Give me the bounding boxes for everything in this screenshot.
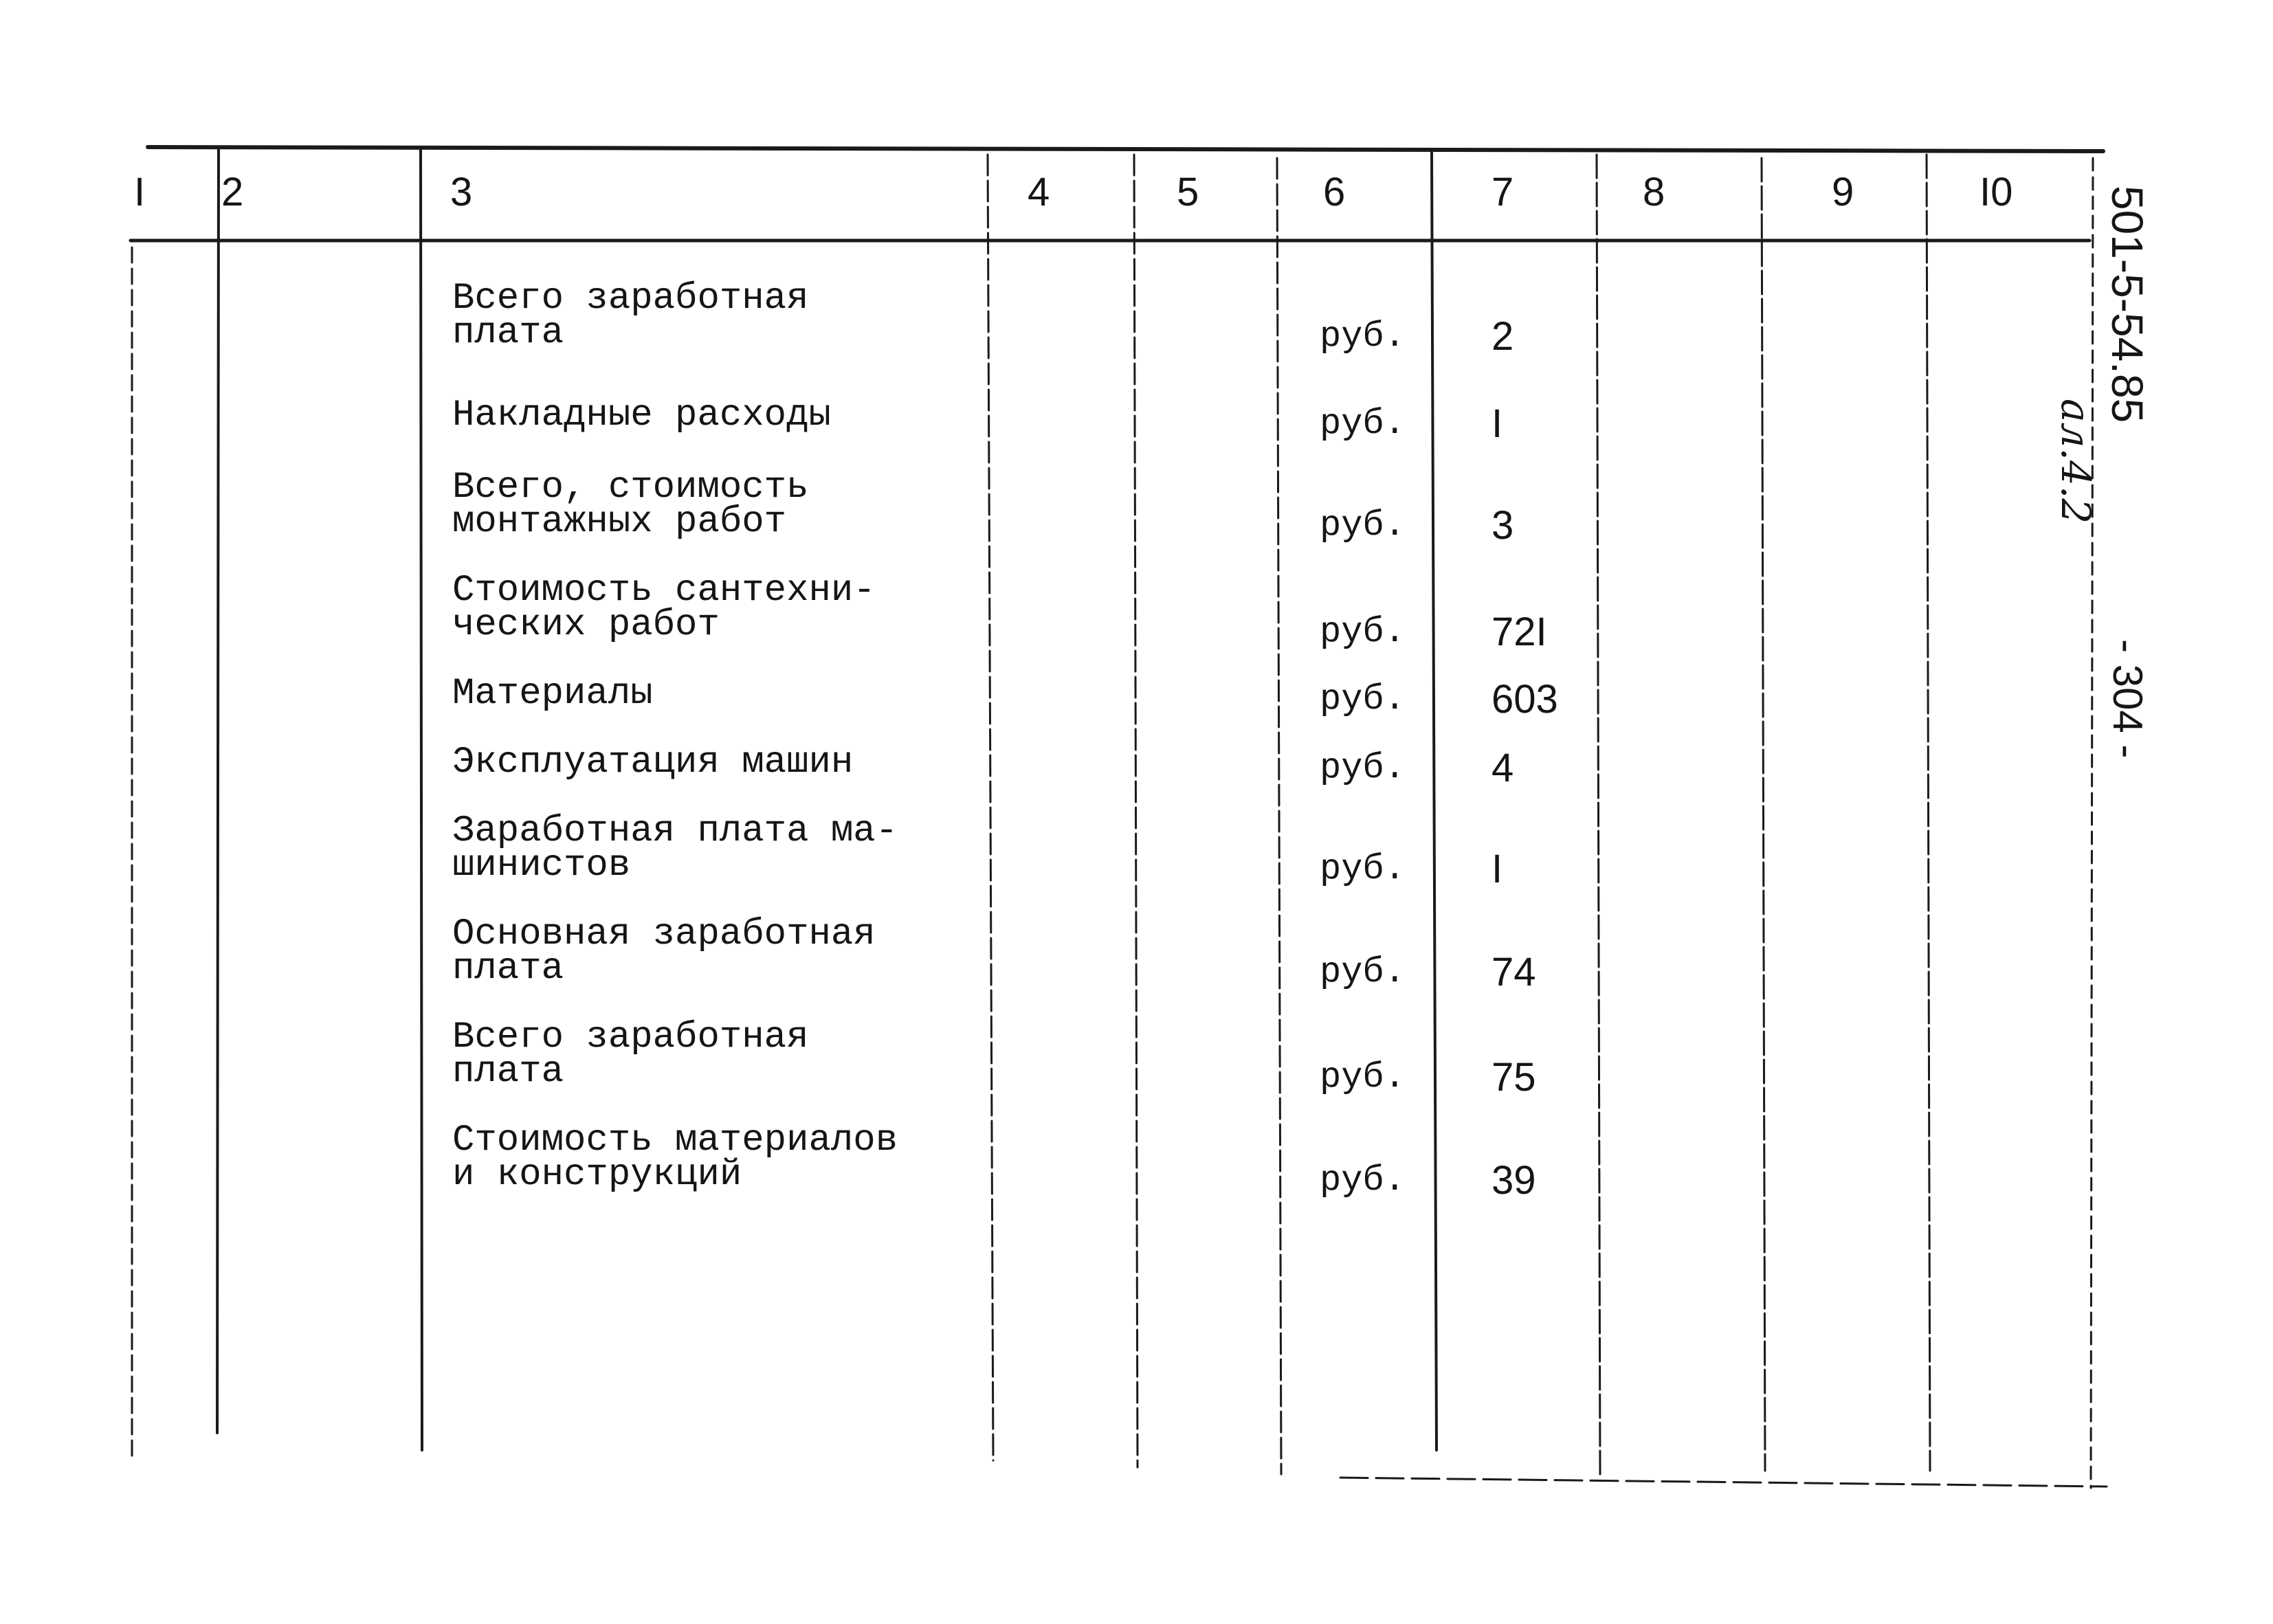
col-line-10 <box>2091 158 2093 1488</box>
table-bottom-rule <box>1340 1478 2107 1487</box>
row-5-value: 603 <box>1492 677 1558 722</box>
header-col-1: I <box>134 170 146 214</box>
row-3-description: Всего, стоимость монтажных работ <box>452 467 809 543</box>
row-8-value: 74 <box>1492 950 1536 994</box>
col-line-1 <box>217 148 219 1433</box>
row-3-value: 3 <box>1492 503 1514 548</box>
row-4-unit: руб. <box>1320 612 1406 652</box>
row-8-unit: руб. <box>1320 952 1406 992</box>
col-line-7 <box>1597 155 1600 1478</box>
row-2-description: Накладные расходы <box>452 394 831 436</box>
col-line-4 <box>1134 155 1138 1467</box>
row-6-unit: руб. <box>1320 748 1406 788</box>
row-10-value: 39 <box>1492 1158 1536 1203</box>
row-9-value: 75 <box>1492 1055 1536 1100</box>
header-col-3: 3 <box>450 170 473 214</box>
col-line-6 <box>1432 151 1437 1450</box>
col-line-9 <box>1927 155 1930 1471</box>
table-top-rule <box>148 147 2103 151</box>
document-code: 501-5-54.85 <box>2103 186 2152 423</box>
header-col-7: 7 <box>1492 170 1514 214</box>
header-col-4: 4 <box>1028 170 1050 214</box>
row-6-value: 4 <box>1492 746 1514 790</box>
header-col-2: 2 <box>221 170 244 214</box>
row-6-description: Эксплуатация машин <box>452 742 854 783</box>
row-9-description: Всего заработная плата <box>452 1016 809 1093</box>
row-8-description: Основная заработная плата <box>452 913 876 990</box>
row-5-unit: руб. <box>1320 679 1406 720</box>
row-1-description: Всего заработная плата <box>452 278 809 354</box>
row-3-unit: руб. <box>1320 505 1406 546</box>
row-4-value: 72I <box>1492 610 1547 654</box>
row-7-description: Заработная плата ма- шинистов <box>452 810 898 887</box>
header-col-10: I0 <box>1980 170 2013 214</box>
row-7-unit: руб. <box>1320 849 1406 889</box>
header-col-9: 9 <box>1832 170 1854 214</box>
row-4-description: Стоимость сантехни- ческих работ <box>452 570 876 646</box>
row-1-unit: руб. <box>1320 316 1406 357</box>
album-reference: ал.4.2 <box>2052 399 2099 524</box>
header-col-6: 6 <box>1323 170 1346 214</box>
col-line-3 <box>988 155 993 1460</box>
page-number: - 304 - <box>2105 639 2151 759</box>
row-2-value: I <box>1492 401 1503 446</box>
row-1-value: 2 <box>1492 314 1514 359</box>
row-7-value: I <box>1492 847 1503 891</box>
row-10-unit: руб. <box>1320 1160 1406 1201</box>
header-col-5: 5 <box>1177 170 1199 214</box>
header-col-8: 8 <box>1643 170 1665 214</box>
col-line-8 <box>1762 158 1765 1471</box>
col-line-5 <box>1277 158 1281 1474</box>
row-2-unit: руб. <box>1320 403 1406 444</box>
row-9-unit: руб. <box>1320 1057 1406 1098</box>
col-line-2 <box>421 148 422 1450</box>
row-10-description: Стоимость материалов и конструкций <box>452 1120 898 1196</box>
row-5-description: Материалы <box>452 673 653 715</box>
